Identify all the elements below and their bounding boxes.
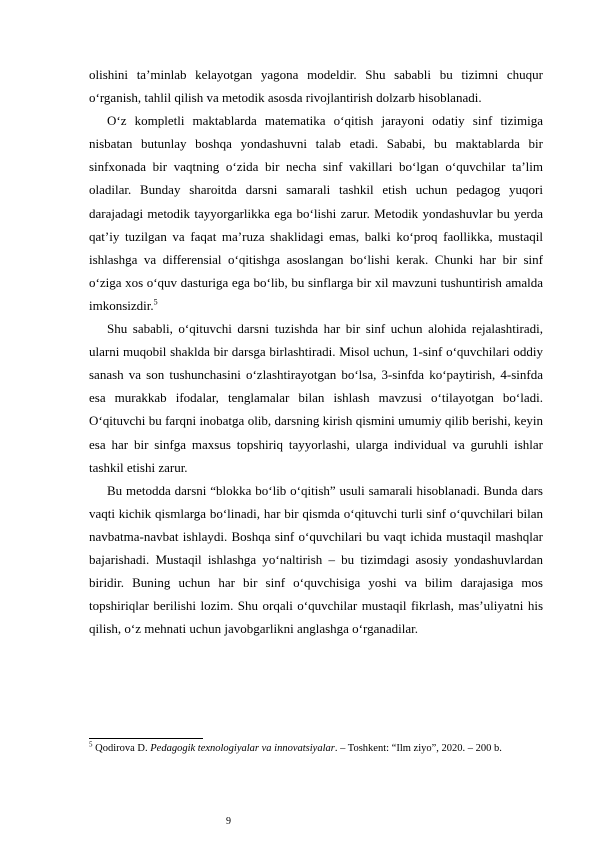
paragraph-4 xyxy=(89,479,543,641)
footnote-publication: . – Toshkent: “Ilm ziyo”, 2020. – 200 b. xyxy=(334,743,502,754)
footnote-divider xyxy=(89,738,203,739)
paragraph-3 xyxy=(89,317,543,479)
paragraph-text: Shu sababli, o‘qituvchi darsni tuzishda har bir sinf uchun alohida rejalashtiradi, ularni muqobil shaklda bir darsga birlashtiradi. Misol uchun, 1-sinf o‘quvchilari oddiy sanash va son tushunchasini o‘zlashtirayotgan bo‘lsa, 3-sinfda ko‘paytirish, 4-sinfda esa murakkab ifodalar, tenglamalar bilan ishlash mavzusi o‘tilayotgan bo‘ladi. O‘qituvchi bu farqni inobatga olib, darsning kirish qismini umumiy qilib berishi, keyin esa har bir sinfga maxsus topshiriq tayyorlashi, ularga individual va guruhli ishlar tashkil etishi zarur. xyxy=(89,321,543,475)
paragraph-text: Bu metodda darsni “blokka bo‘lib o‘qitish” usuli samarali hisoblanadi. Bunda dars vaqti kichik qismlarga bo‘linadi, har bir qismda o‘qituvchi turli sinf o‘quvchilari bilan navbatma-navbat ishlaydi. Boshqa sinf o‘quvchilari bu vaqt ichida mustaqil mashqlar bajarishadi. Mustaqil ishlashga yo‘naltirish – bu tizimdagi asosiy yondashuvlardan biridir. Buning uchun har bir sinf o‘quvchisiga yoshi va bilim darajasiga mos topshiriqlar berilishi lozim. Shu orqali o‘quvchilar mustaqil fikrlash, mas’uliyatni his qilish, o‘z mehnati uchun javobgarlikni anglashga o‘rganadilar. xyxy=(89,482,543,637)
footnote-reference[interactable]: 5 xyxy=(153,297,158,307)
footnote-author: Qodirova D. xyxy=(95,743,151,754)
footnote xyxy=(89,742,543,755)
paragraph-text: O‘z kompletli maktablarda matematika o‘qitish jarayoni odatiy sinf tizimiga nisbatan butunlay boshqa yondashuvni talab etadi. Sababi, bu maktablarda bir sinfxonada bir vaqtning o‘zida bir necha sinf vakillari bo‘lgan o‘quvchilar ta’lim oladilar. Bunday sharoitda darsni samarali tashkil etish uchun pedagog yuqori darajadagi metodik tayyorgarlikka ega bo‘lishi zarur. Metodik yondashuvlar bu yerda qat’iy tuzilgan va faqat ma’ruza shaklidagi emas, balki ko‘proq faollikka, mustaqil ishlashga va differensial o‘qitishga asoslangan bo‘lishi kerak. Chunki har bir sinf o‘ziga xos o‘quv dasturiga ega bo‘lib, bu sinflarga bir xil mavzuni tushuntirish amalda imkonsizdir. xyxy=(89,113,543,313)
page-number: 9 xyxy=(226,816,231,827)
paragraph-2 xyxy=(89,109,543,317)
body-text xyxy=(89,63,543,640)
paragraph-1 xyxy=(89,63,543,109)
footnote-mark: 5 xyxy=(89,740,93,749)
footnote-title: Pedagogik texnologiyalar va innovatsiyalar xyxy=(150,743,335,754)
paragraph-text: olishini ta’minlab kelayotgan yagona modeldir. Shu sababli bu tizimni chuqur o‘rganish, tahlil qilish va metodik asosda rivojlantirish dolzarb hisoblanadi. xyxy=(89,67,543,106)
